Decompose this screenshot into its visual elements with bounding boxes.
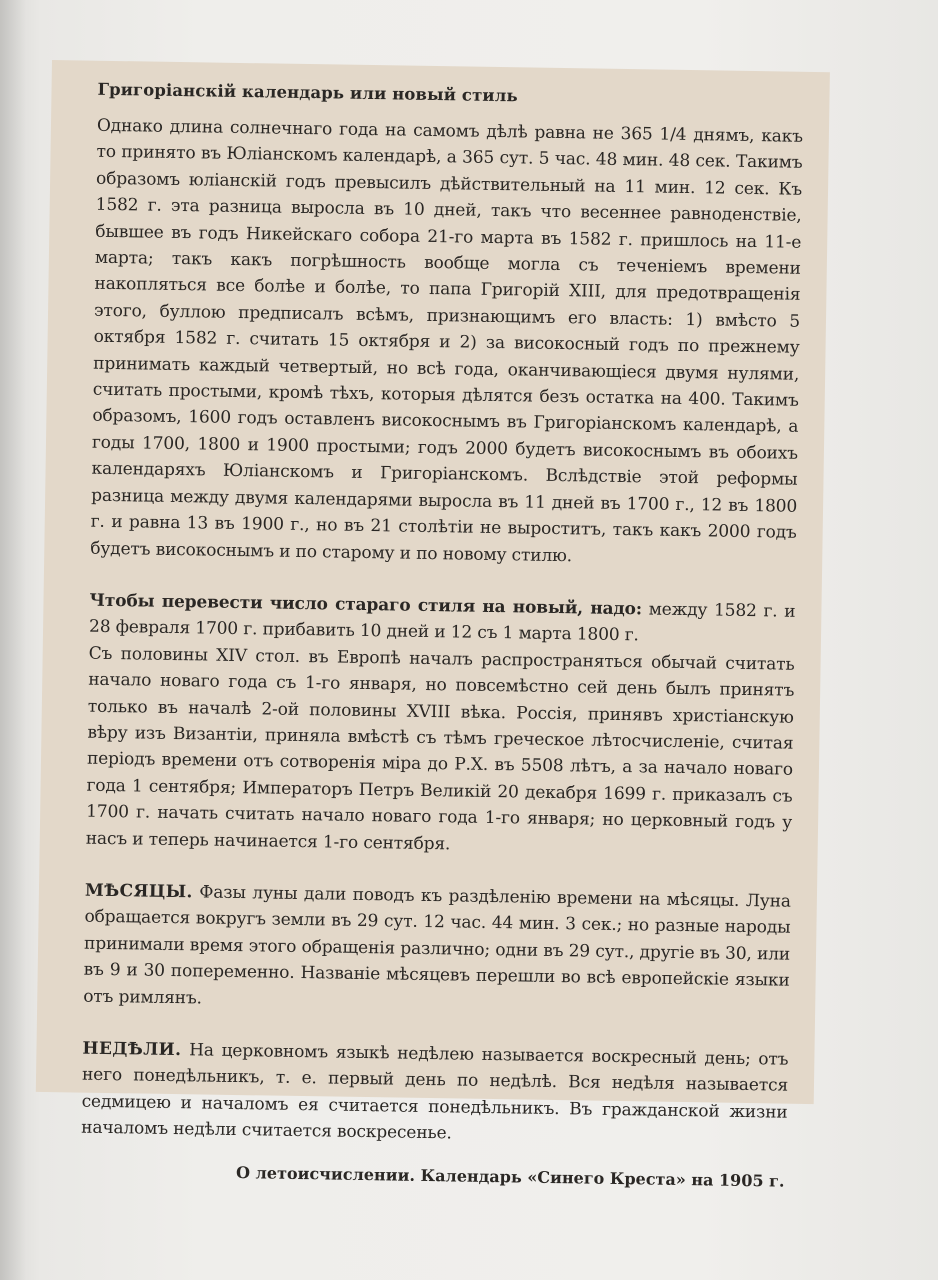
paragraph-new-year: Съ половины XIV стол. въ Европѣ началъ распространяться обычай считать начало новаго года съ 1-го января, но повсемѣстно сей день былъ принятъ только въ началѣ 2-ой половины XVIII вѣка. Россія, принявъ христіанскую вѣру изъ Византіи, приняла вмѣстѣ съ тѣмъ греческое лѣтосчисленіе, считая періодъ времени отъ сотворенія міра до Р.Х. въ 5508 лѣтъ, а за начало новаго года 1 сентября; Императоръ Петръ Великій 20 декабря 1699 г. приказалъ съ 1700 г. начать считать начало новаго года 1-го января; но церковный годъ у насъ и теперь начинается 1-го сентября. <box>85 643 795 854</box>
paragraph-gregorian: Однако длина солнечнаго года на самомъ дѣлѣ равна не 365 1/4 днямъ, какъ то принято въ Юліанскомъ календарѣ, а 365 сут. 5 час. 48 мин. 48 сек. Такимъ образомъ юліанскій годъ превысилъ дѣйствительный на 11 мин. 12 сек. Къ 1582 г. эта разница выросла въ 10 дней, такъ что весеннее равноденствіе, бывшее въ годъ Никейскаго собора 21-го марта въ 1582 г. пришлось на 11-е марта; такъ какъ погрѣшность вообще могла съ теченіемъ времени накопляться все болѣе и болѣе, то папа Григорій XIII, для предотвращенія этого, буллою предписалъ всѣмъ, признающимъ его власть: 1) вмѣсто 5 октября 1582 г. считать 15 октября и 2) за високосный годъ по прежнему принимать каждый четвертый, но всѣ года, оканчивающіеся двумя нулями, считать простыми, кромѣ тѣхъ, которыя дѣлятся безъ остатка на 400. Такимъ образомъ, 1600 годъ оставленъ високоснымъ въ Григоріанскомъ календарѣ, а годы 1700, 1800 и 1900 простыми; годъ 2000 будетъ високоснымъ въ обоихъ календаряхъ Юліанскомъ и Григоріанскомъ. Вслѣдствіе этой реформы разница между двумя календарями выросла въ 11 дней въ 1700 г., 12 въ 1800 г. и равна 13 въ 1900 г., но въ 21 столѣтіи не выроститъ, такъ какъ 2000 годъ будетъ високоснымъ и по старому и по новому стилю. <box>90 115 804 566</box>
months-heading: МѢСЯЦЫ. <box>84 880 193 903</box>
paragraph-months <box>83 878 791 1021</box>
convert-text: между 1582 г. и 28 февраля 1700 г. прибавить 10 дней и 12 съ 1 марта 1800 г. <box>88 599 796 646</box>
weeks-heading: НЕДѢЛИ. <box>82 1038 182 1061</box>
convert-lead: Чтобы перевести число стараго стиля на новый, надо: <box>89 590 643 620</box>
months-text: Фазы луны дали поводъ къ раздѣленію времени на мѣсяцы. Луна обращается вокругъ земли въ 29 сут. 12 час. 44 мин. 3 сек.; но разные народы принимали время этого обращенія различно; одни въ 29 сут., другіе въ 30, или въ 9 и 30 попеременно. Названіе мѣсяцевъ перешли во всѣ европейскіе языки отъ римлянъ. <box>83 882 792 1009</box>
binding-shadow <box>0 0 26 1280</box>
text-panel <box>36 60 830 1191</box>
section-heading: Григоріанскій календарь или новый стиль <box>97 79 518 106</box>
source-caption: О летоисчислении. Календарь «Синего Креста» на 1905 г. <box>235 1162 785 1191</box>
paragraph-weeks <box>81 1036 789 1153</box>
weeks-text: На церковномъ языкѣ недѣлею называется воскресный день; отъ него понедѣльникъ, т. е. первый день по недѣлѣ. Вся недѣля называется седмицею и началомъ ея считается понедѣльникъ. Въ гражданской жизни началомъ недѣли считается воскресенье. <box>81 1040 789 1144</box>
